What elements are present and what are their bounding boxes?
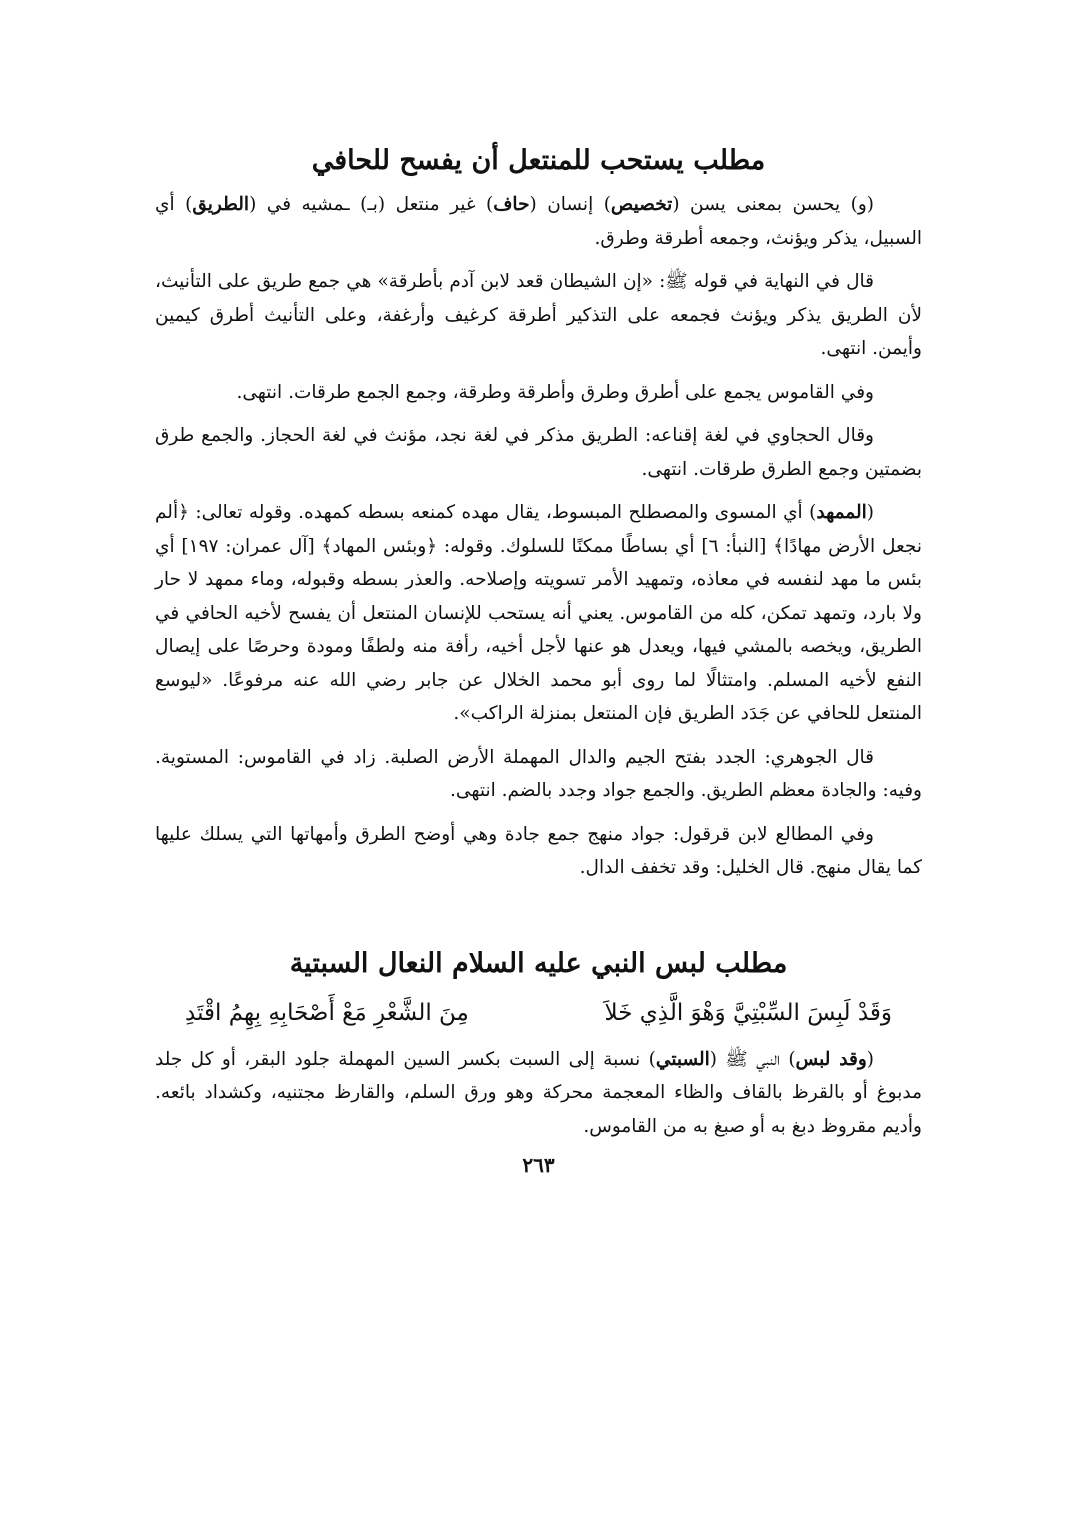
paragraph-7: وفي المطالع لابن قرقول: جواد منهج جمع جادة وهي أوضح الطرق وأمهاتها التي يسلك عليها كما يقال منهج. قال الخليل: وقد تخفف الدال. <box>155 823 922 878</box>
p1-text-e: ) غير منتعل (بـ) ـمشيه في ( <box>249 194 494 215</box>
section-heading-2: مطلب لبس النبي عليه السلام النعال السبتية <box>289 947 788 979</box>
p8-text-a: ( <box>866 1048 874 1070</box>
paragraph-3: وفي القاموس يجمع على أطرق وطرق وأطرقة وطرقة، وجمع الجمع طرقات. انتهى. <box>236 381 874 403</box>
p1-text-c: ) إنسان ( <box>529 194 611 215</box>
p8-keyword-waqad-labisa: وقد لبس <box>795 1048 867 1070</box>
p8-text-e: ) نسبة إلى السبت بكسر السين المهملة جلود البقر، أو كل جلد مدبوغ أو بالقرظ بالقاف والظاء المعجمة محركة وهو ورق السلم، والقارظ مجتنيه، وكشداد بائعه. وأديم مقروظ دبغ به أو صبغ به من القاموس. <box>155 1048 922 1137</box>
paragraph-2: قال في النهاية في قوله ﷺ: «إن الشيطان قعد لابن آدم بأطرقة» هي جمع طريق على التأنيث، لأن الطريق يذكر ويؤنث فجمعه على التذكير أطرقة كرغيف وأرغفة، وعلى التأنيث أطرق كيمين وأيمن. انتهى. <box>155 271 922 359</box>
paragraph-5 <box>155 496 922 731</box>
verse-second-hemistich: مِنَ الشَّعْرِ مَعْ أَصْحَابِهِ بِهِمُ اقْتَدِ <box>185 999 469 1026</box>
p1-keyword-haf: حاف <box>493 194 530 215</box>
paragraph-6: قال الجوهري: الجدد بفتح الجيم والدال المهملة الأرض الصلبة. زاد في القاموس: المستوية. وفيه: والجادة معظم الطريق. والجمع جواد وجدد بالضم. انتهى. <box>155 746 922 801</box>
p8-text-c: ) النبي ﷺ ( <box>709 1048 796 1070</box>
paragraph-4: وقال الحجاوي في لغة إقناعه: الطريق مذكر في لغة نجد، مؤنث في لغة الحجاز. والجمع طرق بضمتين وجمع الطرق طرقات. انتهى. <box>155 425 922 480</box>
p5-text-a: ( <box>866 502 874 523</box>
p1-keyword-takhsis: تخصيص <box>610 194 673 215</box>
verse-first-hemistich: وَقَدْ لَبِسَ السِّبْتِيَّ وَهْوَ الَّذِي خَلاَ <box>604 999 892 1026</box>
paragraph-1 <box>155 188 922 255</box>
p5-text-c: ) أي المسوى والمصطلح المبسوط، يقال مهده كمنعه بسطه كمهده. وقوله تعالى: ﴿ألم نجعل الأرض مهادًا﴾ [النبأ: ٦] أي بساطًا ممكنًا للسلوك. وقوله: ﴿وبئس المهاد﴾ [آل عمران: ١٩٧] أي بئس ما مهد لنفسه في معاذه، وتمهيد الأمر تسويته وإصلاحه. والعذر بسطه وقبوله، وماء ممهد لا حار ولا بارد، وتمهد تمكن، كله من القاموس. يعني أنه يستحب للإنسان المنتعل أن يفسح لأخيه الحافي في الطريق، ويخصه بالمشي فيها، ويعدل هو عنها لأجل أخيه، رأفة منه ولطفًا ومودة وحرصًا على إيصال النفع لأخيه المسلم. وامتثالًا لما روى أبو محمد الخلال عن جابر رضي الله عنه مرفوعًا. «ليوسع المنتعل للحافي عن جَدَد الطريق فإن المنتعل بمنزلة الراكب». <box>155 502 922 724</box>
p5-keyword-mumahhad: الممهد <box>816 502 867 523</box>
p1-keyword-tariq: الطريق <box>192 194 250 215</box>
paragraph-8 <box>155 1043 922 1144</box>
p8-keyword-sibti: السبتي <box>655 1048 710 1070</box>
page-body <box>155 138 922 1177</box>
section-heading-1: مطلب يستحب للمنتعل أن يفسح للحافي <box>311 145 766 176</box>
p1-text-a: (و) يحسن بمعنى يسن ( <box>672 194 874 215</box>
page-number: ٢٦٣ <box>522 1153 555 1177</box>
p1-text-g: ) أي السبيل، يذكر ويؤنث، وجمعه أطرقة وطرق. <box>155 194 922 249</box>
poem-verse <box>155 991 922 1035</box>
